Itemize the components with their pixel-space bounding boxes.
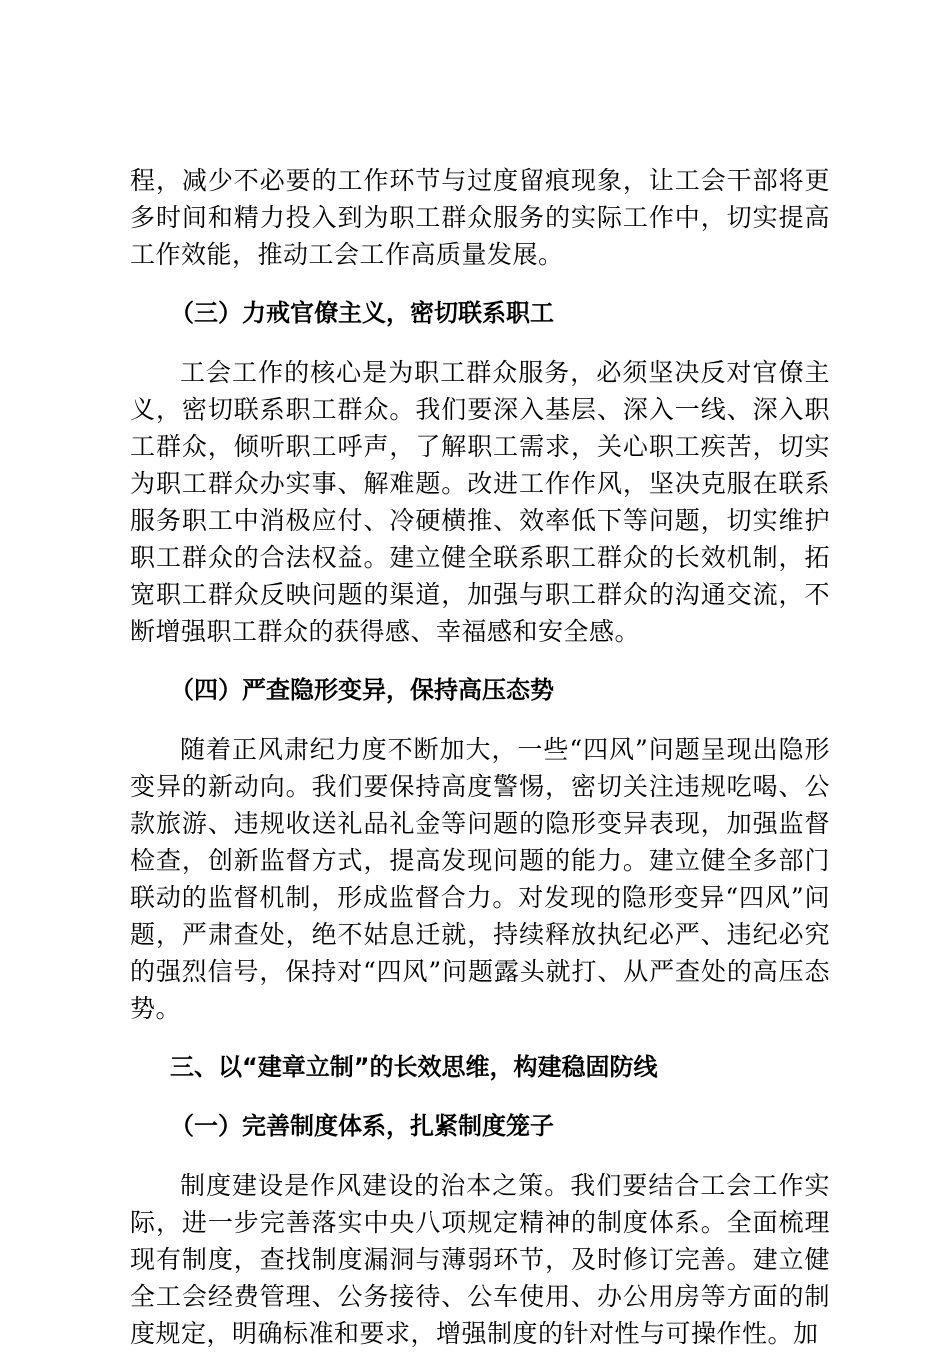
subheading-s3-1: （一）完善制度体系，扎紧制度笼子 [170, 1112, 554, 1140]
paragraph-3: 工会工作的核心是为职工群众服务，必须坚决反对官僚主义，密切联系职工群众。我们要深入基层、深入一线、深入职工群众，倾听职工呼声，了解职工需求，关心职工疾苦，切实为职工群众办实事、解难题。改进工作作风，坚决克服在联系服务职工中消极应付、冷硬横推、效率低下等问题，切实维护职工群众的合法权益。建立健全联系职工群众的长效机制，拓宽职工群众反映问题的渠道，加强与职工群众的沟通交流，不断增强职工群众的获得感、幸福感和安全感。 [130, 358, 830, 646]
spacer [130, 332, 830, 354]
paragraph-4: 随着正风肃纪力度不断加大，一些“四风”问题呈现出隐形变异的新动向。我们要保持高度警惕，密切关注违规吃喝、公款旅游、违规收送礼品礼金等问题的隐形变异表现，加强监督检查，创新监督方式，提高发现问题的能力。建立健全多部门联动的监督机制，形成监督合力。对发现的隐形变异“四风”问题，严肃查处，绝不姑息迁就，持续释放执纪必严、违纪必究的强烈信号，保持对“四风”问题露头就打、从严查处的高压态势。 [130, 735, 830, 1023]
paragraph-s3-1: 制度建设是作风建设的治本之策。我们要结合工会工作实际，进一步完善落实中央八项规定精神的制度体系。全面梳理现有制度，查找制度漏洞与薄弱环节，及时修订完善。建立健全工会经费管理、公务接待、公车使用、办公用房等方面的制度规定，明确标准和要求，增强制度的针对性与可操作性。加 [130, 1171, 830, 1348]
subheading-4: （四）严查隐形变异，保持高压态势 [170, 676, 554, 704]
document-body [130, 162, 830, 1352]
spacer [130, 1145, 830, 1167]
spacer [130, 650, 830, 672]
spacer [130, 1086, 830, 1108]
subheading-3: （三）力戒官僚主义，密切联系职工 [170, 299, 554, 327]
paragraph-continued: 程，减少不必要的工作环节与过度留痕现象，让工会干部将更多时间和精力投入到为职工群众服务的实际工作中，切实提高工作效能，推动工会工作高质量发展。 [130, 166, 830, 269]
section-heading-3: 三、以“建章立制”的长效思维，构建稳固防线 [170, 1053, 658, 1081]
spacer [130, 273, 830, 295]
spacer [130, 709, 830, 731]
spacer [130, 1027, 830, 1049]
